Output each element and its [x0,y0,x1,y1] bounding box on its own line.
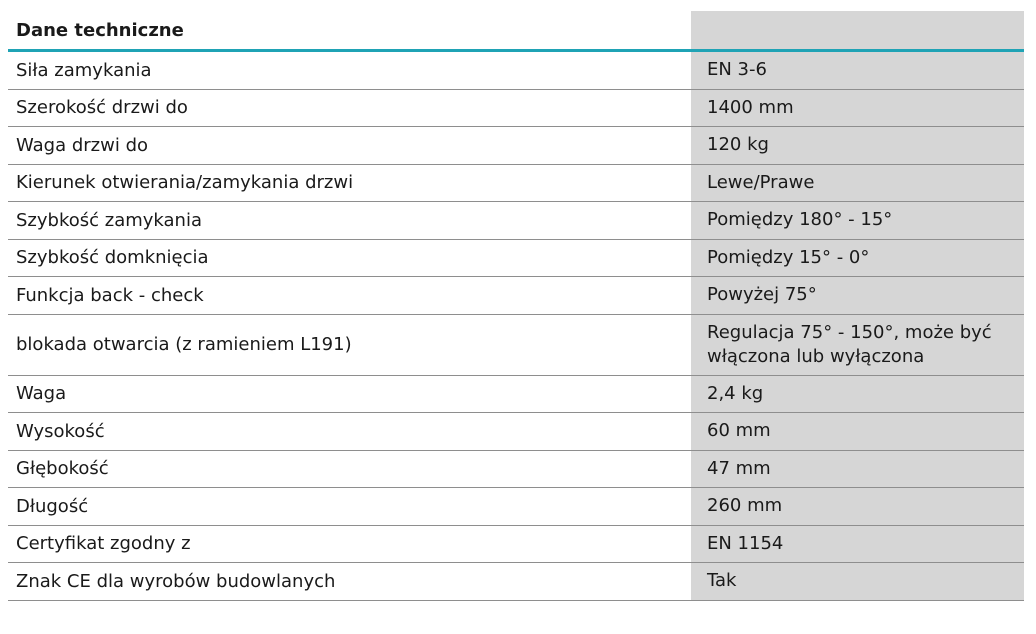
row-label: Długość [16,495,89,517]
row-value: 120 kg [691,127,1024,164]
table-row [8,413,1024,451]
row-label: Funkcja back - check [16,284,204,306]
row-label: Waga drzwi do [16,134,149,156]
row-value: 260 mm [691,488,1024,525]
technical-data-table [8,11,1024,601]
row-label: Głębokość [16,458,109,480]
row-label: Kierunek otwierania/zamykania drzwi [16,172,354,194]
row-value: 1400 mm [691,90,1024,127]
row-value: Pomiędzy 180° - 15° [691,202,1024,239]
row-label: Waga [16,383,67,405]
table-row [8,526,1024,564]
table-row [8,277,1024,315]
header-value-cell [691,11,1024,49]
row-label: Wysokość [16,420,105,442]
row-label: Znak CE dla wyrobów budowlanych [16,570,336,592]
row-value: Powyżej 75° [691,277,1024,314]
table-row [8,240,1024,278]
table-row [8,165,1024,203]
table-row [8,488,1024,526]
table-header [8,11,1024,52]
table-row [8,563,1024,601]
row-label: blokada otwarcia (z ramieniem L191) [16,334,352,355]
row-value: Regulacja 75° - 150°, może być włączona lub wyłączona [691,315,1024,375]
table-row [8,315,1024,376]
row-value: 2,4 kg [691,376,1024,413]
table-title: Dane techniczne [16,19,184,41]
row-value: EN 1154 [691,526,1024,563]
row-label: Szybkość domknięcia [16,247,209,269]
row-value: 47 mm [691,451,1024,488]
row-value: Pomiędzy 15° - 0° [691,240,1024,277]
table-row [8,52,1024,90]
table-row [8,376,1024,414]
row-value: Tak [691,563,1024,600]
table-row [8,90,1024,128]
row-value: Lewe/Prawe [691,165,1024,202]
row-label: Szybkość zamykania [16,209,202,231]
row-value: 60 mm [691,413,1024,450]
row-value: EN 3-6 [691,52,1024,89]
row-label: Certyfikat zgodny z [16,533,191,555]
row-label: Siła zamykania [16,59,152,81]
table-row [8,127,1024,165]
row-label: Szerokość drzwi do [16,97,188,119]
table-row [8,451,1024,489]
table-row [8,202,1024,240]
